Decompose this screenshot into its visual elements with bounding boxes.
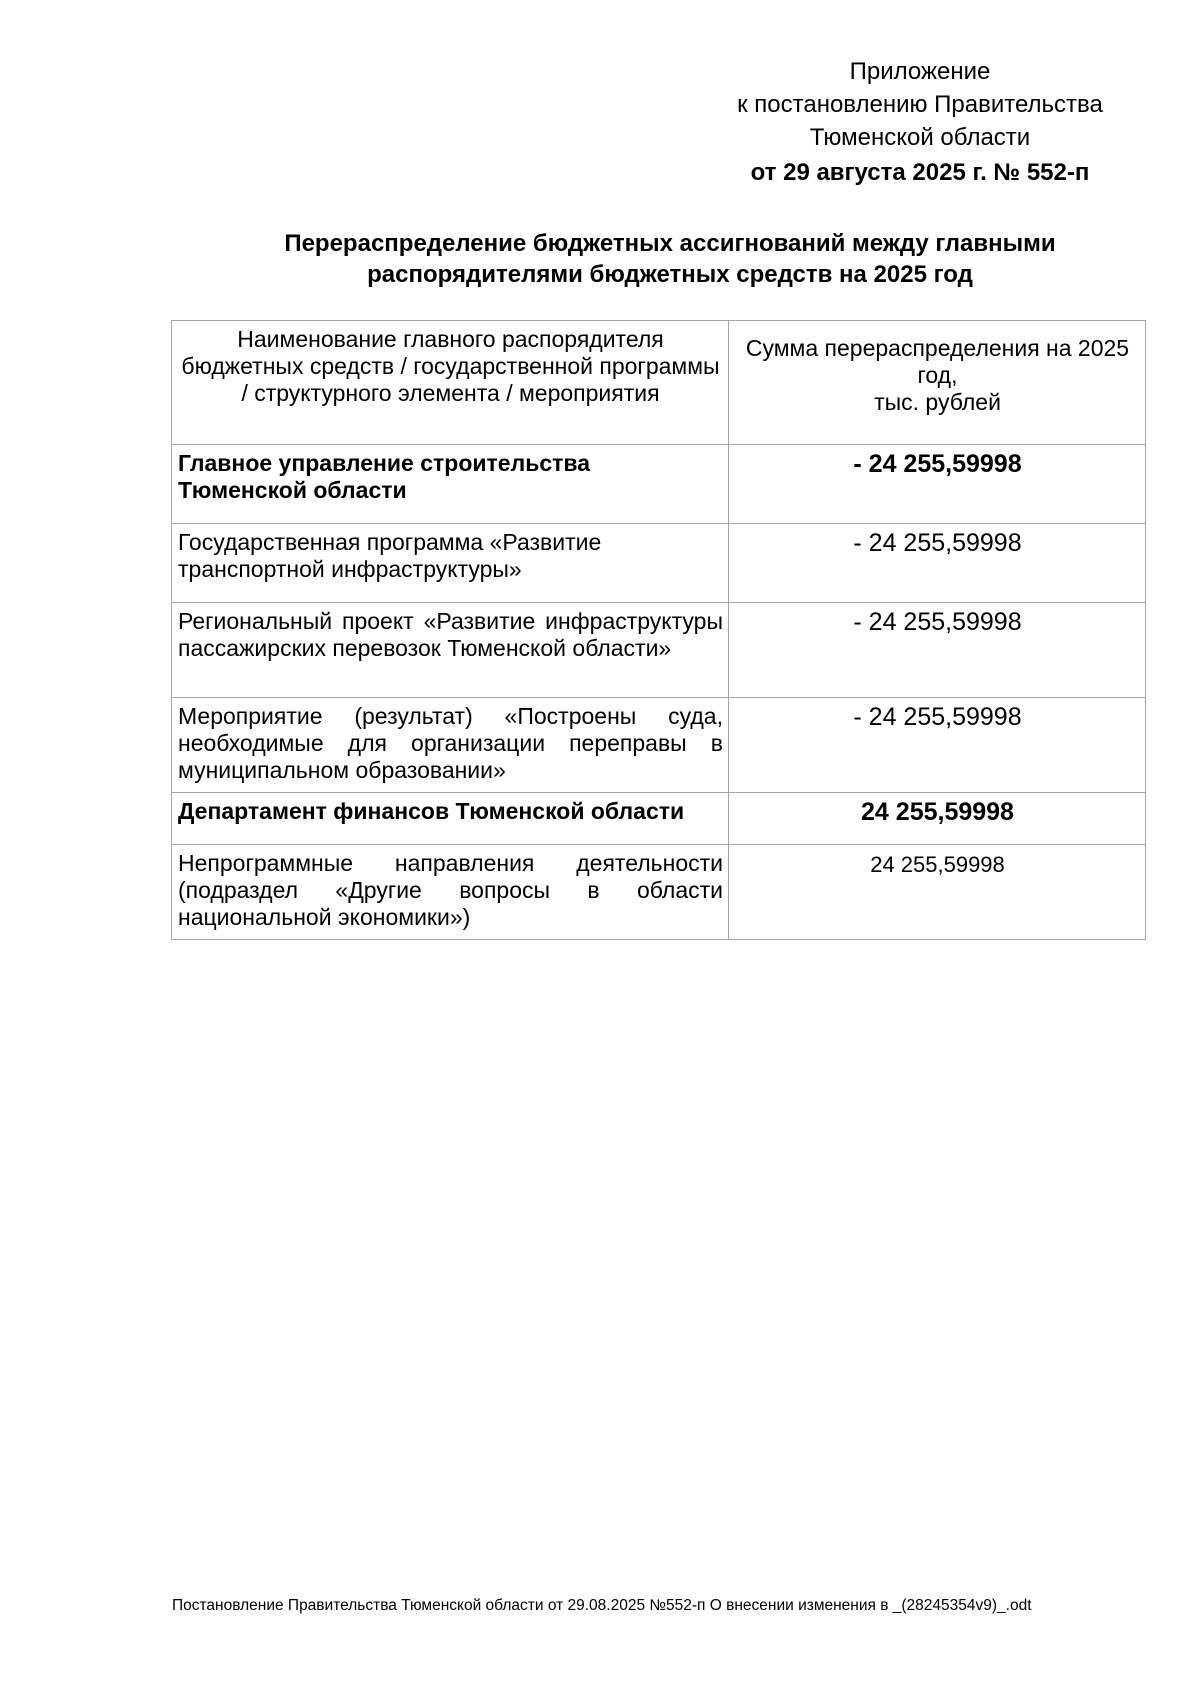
row-amount-cell xyxy=(729,698,1146,793)
row-amount-cell xyxy=(729,445,1146,524)
table-row xyxy=(172,698,1146,793)
row-name-cell xyxy=(172,845,729,940)
row-amount: - 24 255,59998 xyxy=(853,529,1022,557)
header-name-label: Наименование главного распорядителя бюджетных средств / государственной программы / структурного элемента / мероприятия xyxy=(181,326,720,406)
table-row xyxy=(172,845,1146,940)
document-title xyxy=(170,228,1170,290)
row-name-cell xyxy=(172,698,729,793)
header-sum-cell xyxy=(729,321,1146,445)
row-name-cell xyxy=(172,603,729,698)
row-amount-cell xyxy=(729,524,1146,603)
table-row xyxy=(172,793,1146,845)
row-name-cell xyxy=(172,524,729,603)
appendix-reference: к постановлению Правительства xyxy=(737,91,1103,118)
row-name-cell xyxy=(172,445,729,524)
row-name: Государственная программа «Развитие транспортной инфраструктуры» xyxy=(178,529,602,582)
document-title-line-1: Перераспределение бюджетных ассигнований между главными xyxy=(284,230,1056,257)
row-amount: - 24 255,59998 xyxy=(853,608,1022,636)
row-name: Мероприятие (результат) «Построены суда, необходимые для организации переправы в муниципальном образовании» xyxy=(178,703,723,783)
row-amount: - 24 255,59998 xyxy=(853,450,1022,478)
row-amount-cell xyxy=(729,793,1146,845)
row-name: Главное управление строительства Тюменской области xyxy=(178,450,591,503)
appendix-region: Тюменской области xyxy=(809,124,1031,151)
row-amount: - 24 255,59998 xyxy=(853,703,1022,731)
table-row xyxy=(172,524,1146,603)
redistribution-table xyxy=(171,320,1146,940)
appendix-date-number: от 29 августа 2025 г. № 552-п xyxy=(750,159,1090,186)
appendix-block xyxy=(690,55,1150,189)
row-name: Непрограммные направления деятельности (подраздел «Другие вопросы в области национальной экономики») xyxy=(178,850,723,930)
table-row xyxy=(172,603,1146,698)
document-title-line-2: распорядителями бюджетных средств на 2025 год xyxy=(367,261,973,288)
row-amount-cell xyxy=(729,845,1146,940)
table-row xyxy=(172,445,1146,524)
appendix-label: Приложение xyxy=(849,58,991,85)
header-sum-unit: тыс. рублей xyxy=(874,389,1001,415)
header-sum-label: Сумма перераспределения на 2025 год, xyxy=(745,335,1130,388)
row-name: Региональный проект «Развитие инфраструктуры пассажирских перевозок Тюменской области» xyxy=(178,608,723,661)
row-name-cell xyxy=(172,793,729,845)
header-name-cell xyxy=(172,321,729,445)
row-amount-cell xyxy=(729,603,1146,698)
table-header-row xyxy=(172,321,1146,445)
row-amount: 24 255,59998 xyxy=(861,798,1014,826)
row-name: Департамент финансов Тюменской области xyxy=(178,798,685,824)
row-amount: 24 255,59998 xyxy=(870,852,1005,877)
page-footer: Постановление Правительства Тюменской области от 29.08.2025 №552-п О внесении изменения в _(28245354v9)_.odt xyxy=(172,1597,1032,1614)
